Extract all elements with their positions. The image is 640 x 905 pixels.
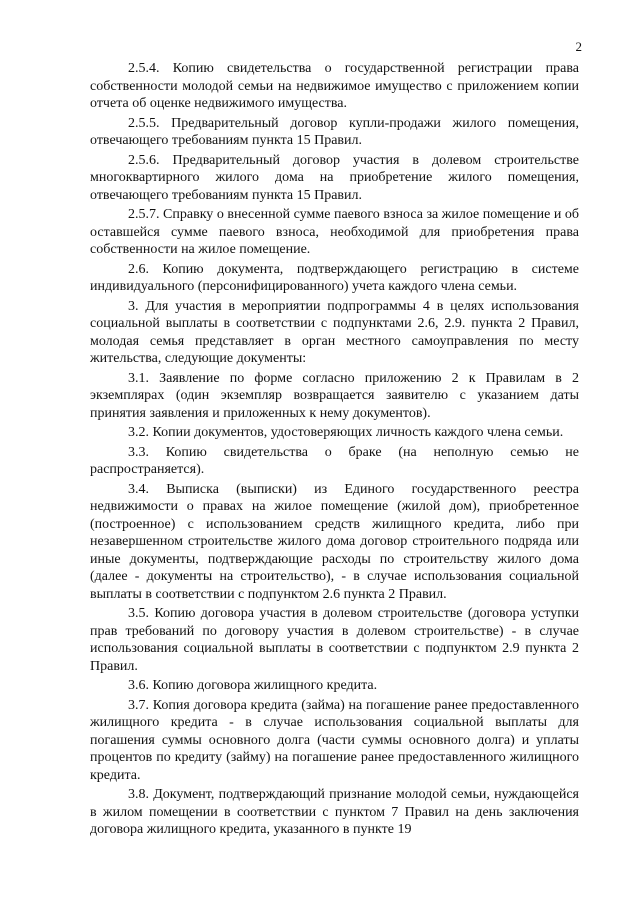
- paragraph-2-5-7: 2.5.7. Справку о внесенной сумме паевого взноса за жилое помещение и об оставшейся сумме паевого взноса, необходимой для приобретения права собственности на жилое помещение.: [90, 207, 579, 257]
- paragraph-3-1: 3.1. Заявление по форме согласно приложению 2 к Правилам в 2 экземплярах (один экземпляр возвращается заявителю с указанием даты принятия заявления и приложенных к нему документов).: [90, 370, 579, 421]
- paragraph-3-8: 3.8. Документ, подтверждающий признание молодой семьи, нуждающейся в жилом помещении в соответствии с пунктом 7 Правил на день заключения договора жилищного кредита, указанного в пункте 19: [90, 787, 579, 837]
- paragraph-3-3: 3.3. Копию свидетельства о браке (на неполную семью не распространяется).: [90, 444, 579, 477]
- paragraph-2-5-6: 2.5.6. Предварительный договор участия в долевом строительстве многоквартирного жилого дома на приобретение жилого помещения, отвечающего требованиям пункта 15 Правил.: [90, 152, 579, 203]
- paragraph-3-4: 3.4. Выписка (выписки) из Единого государственного реестра недвижимости о правах на жилое помещение (жилой дом), приобретенное (построенное) с использованием средств жилищного кредита, либо при незавершенном строительстве жилого дома договор строительного подряда или иные документы, подтверждающие расходы по строительству жилого дома (далее - документы на строительство), - в случае использования социальной выплаты в соответствии с подпунктом 2.6 пункта 2 Правил.: [90, 481, 579, 602]
- document-body: [90, 60, 579, 840]
- paragraph-3-2: 3.2. Копии документов, удостоверяющих личность каждого члена семьи.: [128, 425, 564, 440]
- page-number: 2: [575, 39, 582, 54]
- paragraph-3-5: 3.5. Копию договора участия в долевом строительстве (договора уступки прав требований по договору участия в долевом строительстве) - в случае использования социальной выплаты в соответствии с подпунктом 2.9 пункта 2 Правил.: [90, 606, 579, 674]
- paragraph-3-7: 3.7. Копия договора кредита (займа) на погашение ранее предоставленного жилищного кредита - в случае использования социальной выплаты для погашения суммы основного долга (части суммы основного долга) и уплаты процентов по кредиту (займу) на погашение ранее предоставленного жилищного кредита.: [90, 697, 579, 783]
- paragraph-2-6: 2.6. Копию документа, подтверждающего регистрацию в системе индивидуального (персонифицированного) учета каждого члена семьи.: [90, 261, 579, 294]
- paragraph-3-6: 3.6. Копию договора жилищного кредита.: [128, 678, 378, 693]
- paragraph-2-5-5: 2.5.5. Предварительный договор купли-продажи жилого помещения, отвечающего требованиям пункта 15 Правил.: [90, 115, 579, 148]
- paragraph-3: 3. Для участия в мероприятии подпрограммы 4 в целях использования социальной выплаты в соответствии с подпунктами 2.6, 2.9. пункта 2 Правил, молодая семья представляет в орган местного самоуправления по месту жительства, следующие документы:: [90, 298, 579, 366]
- paragraph-2-5-4: 2.5.4. Копию свидетельства о государственной регистрации права собственности молодой семьи на недвижимое имущество с приложением копии отчета об оценке недвижимого имущества.: [90, 61, 579, 111]
